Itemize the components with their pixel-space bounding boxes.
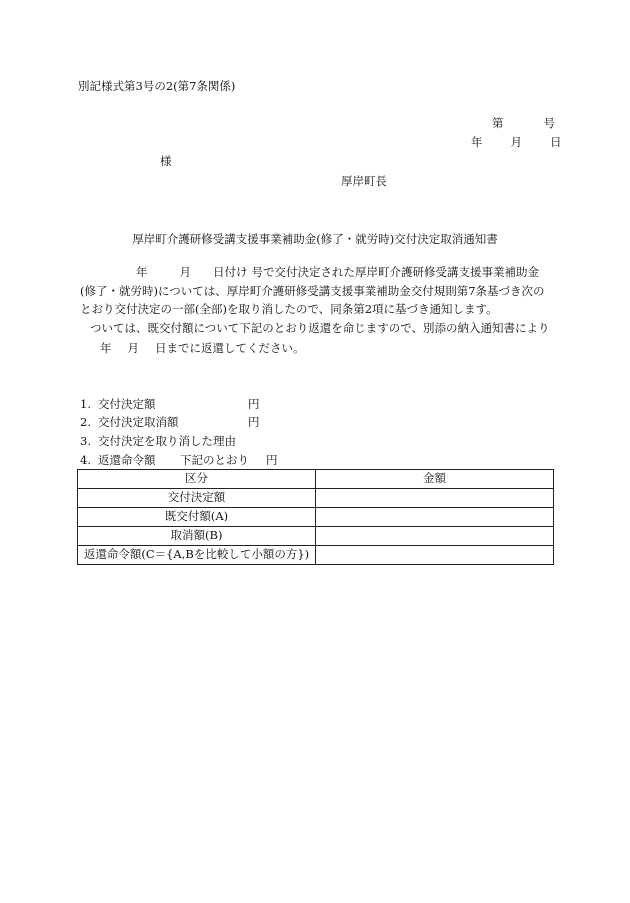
row-amount (316, 546, 554, 565)
item-unit: 円 (248, 397, 260, 411)
item-note: 下記のとおり (180, 453, 249, 467)
list-item (80, 417, 260, 429)
addressee: 様 (160, 154, 172, 168)
table-row (78, 489, 554, 508)
item-number: 4. (80, 453, 91, 467)
row-label: 既交付額(A) (78, 508, 316, 527)
item-label: 交付決定取消額 (98, 415, 179, 429)
issue-date (471, 137, 562, 149)
document-number-suffix: 号 (543, 116, 555, 130)
issue-date-year: 年 (471, 135, 483, 149)
list-item (80, 399, 260, 411)
body-line-1-rest: 号で交付決定された厚岸町介護研修受講支援事業補助金 (251, 265, 539, 279)
issue-date-day: 日 (550, 135, 562, 149)
row-label: 取消額(B) (78, 527, 316, 546)
deadline-rest: 日までに返還してください。 (155, 341, 305, 355)
issuer-name: 厚岸町長 (341, 174, 387, 188)
list-item (80, 436, 236, 448)
document-title: 厚岸町介護研修受講支援事業補助金(修了・就労時)交付決定取消通知書 (132, 232, 498, 246)
deadline-year: 年 (100, 341, 112, 355)
row-label: 返還命令額(C＝{A,Bを比較して小額の方}) (78, 546, 316, 565)
body-line-2: (修了・就労時)については、厚岸町介護研修受講支援事業補助金交付規則第7条基づき次の (80, 284, 545, 298)
table-row (78, 508, 554, 527)
document-number (492, 118, 555, 130)
item-unit: 円 (266, 453, 278, 467)
item-number: 3. (80, 434, 91, 448)
body-year: 年 (136, 265, 148, 279)
row-label: 交付決定額 (78, 489, 316, 508)
item-label: 返還命令額 (98, 453, 156, 467)
body-month: 月 (179, 265, 191, 279)
body-line-1 (80, 267, 539, 279)
table-row (78, 527, 554, 546)
table-row (78, 546, 554, 565)
breakdown-table (77, 469, 554, 565)
item-unit: 円 (248, 415, 260, 429)
document-number-prefix: 第 (492, 116, 504, 130)
item-number: 2. (80, 415, 91, 429)
row-amount (316, 527, 554, 546)
table-header-row (78, 470, 554, 489)
body-dated: 日付け (213, 265, 248, 279)
list-item (80, 455, 278, 467)
header-category: 区分 (78, 470, 316, 489)
row-amount (316, 508, 554, 527)
item-number: 1. (80, 397, 91, 411)
deadline-month: 月 (127, 341, 139, 355)
item-label: 交付決定を取り消した理由 (98, 434, 236, 448)
issue-date-month: 月 (510, 135, 522, 149)
body-line-5 (100, 343, 305, 355)
form-identifier: 別記様式第3号の2(第7条関係) (78, 79, 236, 93)
item-label: 交付決定額 (98, 397, 156, 411)
row-amount (316, 489, 554, 508)
body-line-4: ついては、既交付額について下記のとおり返還を命じますので、別添の納入通知書により (90, 321, 550, 335)
body-line-3: とおり交付決定の一部(全部)を取り消したので、同条第2項に基づき通知します。 (80, 302, 498, 316)
header-amount: 金額 (316, 470, 554, 489)
